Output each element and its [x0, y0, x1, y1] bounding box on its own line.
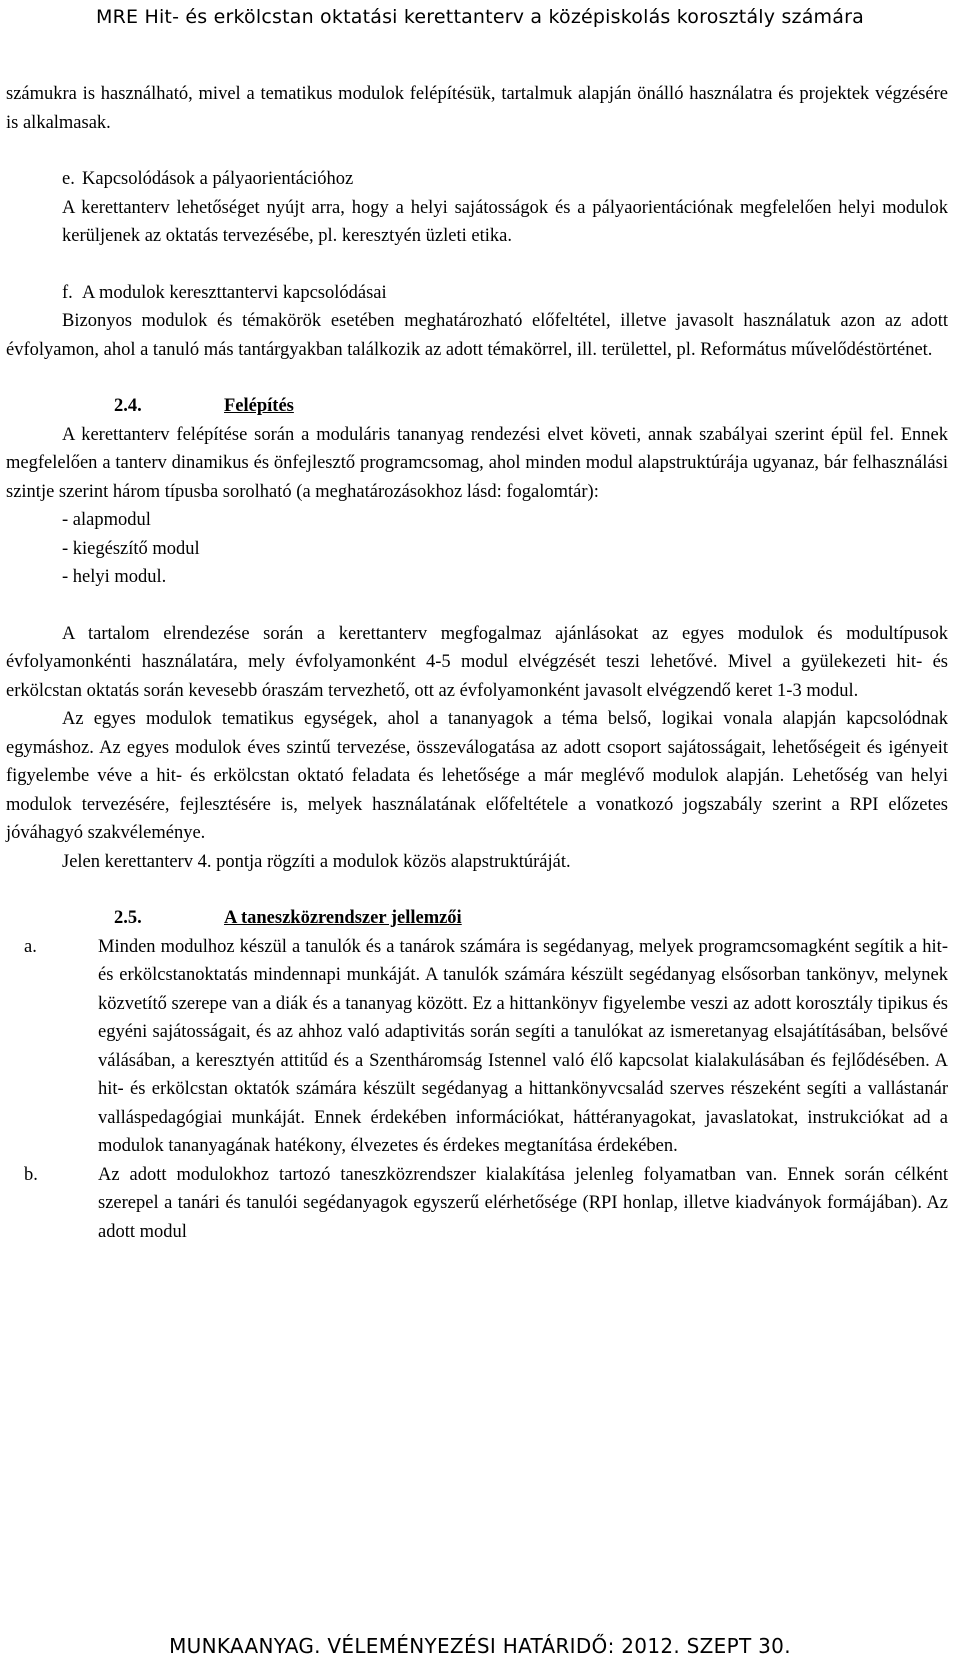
section-2-5-number: 2.5.: [114, 908, 142, 928]
list-item: - kiegészítő modul: [62, 538, 200, 559]
page-header: MRE Hit- és erkölcstan oktatási kerettanterv a középiskolás korosztály számára: [96, 6, 864, 28]
section-2-4-title: Felépítés: [224, 396, 294, 416]
section-e: [6, 165, 948, 251]
intro-paragraph: számukra is használható, mivel a tematikus modulok felépítésük, tartalmuk alapján önálló használatra és projektek végzésére is alkalmasak.: [6, 84, 948, 133]
section-2-5-heading: [6, 904, 948, 933]
module-type-list: [6, 506, 948, 592]
list-item: - alapmodul: [62, 510, 151, 530]
section-2-4: [6, 392, 948, 876]
page-footer: MUNKAANYAG. VÉLEMÉNYEZÉSI HATÁRIDŐ: 2012. SZEPT 30.: [169, 1634, 791, 1658]
section-e-heading: [6, 165, 948, 194]
section-f-title: A modulok kereszttantervi kapcsolódásai: [82, 282, 387, 303]
list-item: - helyi modul.: [62, 567, 167, 587]
item-b-mark: b.: [24, 1164, 38, 1185]
section-2-5: [6, 904, 948, 1246]
section-f-text: Bizonyos modulok és témakörök esetében meghatározható előfeltétel, illetve javasolt használatuk azon az adott évfolyamon, ahol a tanuló más tantárgyakban találkozik az adott témakörrel, ill. területtel, pl. Református művelődéstörténet.: [6, 311, 948, 360]
section-2-4-number: 2.4.: [114, 396, 142, 416]
section-2-4-paragraph-3: Az egyes modulok tematikus egységek, ahol a tananyagok a téma belső, logikai vonala alapján kapcsolódnak egymáshoz. Az egyes modulok éves szintű tervezése, összeválogatása az adott csoport sajátosságait, lehetőségeit és igényeit figyelembe véve a hit- és erkölcstan oktató feladata és lehetősége a már meglévő modulok alapján. Lehetőség van helyi modulok tervezésére, fejlesztésére is, melyek használatának előfeltétele a vonatkozó jogszabály szerint a RPI előzetes jóváhagyó szakvéleménye.: [6, 709, 948, 843]
item-a-mark: a.: [24, 936, 37, 957]
section-f: [6, 279, 948, 365]
section-f-letter: f.: [62, 282, 73, 303]
section-e-text: A kerettanterv lehetőséget nyújt arra, hogy a helyi sajátosságok és a pályaorientációnak megfelelően helyi modulok kerüljenek az oktatás tervezésébe, pl. keresztyén üzleti etika.: [62, 197, 948, 246]
section-e-title: Kapcsolódások a pályaorientációhoz: [82, 169, 354, 189]
list-item-a: [6, 933, 948, 1161]
section-2-5-title: A taneszközrendszer jellemzői: [224, 908, 462, 928]
item-a-text: Minden modulhoz készül a tanulók és a tanárok számára is segédanyag, melyek programcsomagként segítik a hit- és erkölcstanoktatás mindennapi munkáját. A tanulók számára készült segédanyag elsősorban tankönyv, melynek közvetítő szerepe van a diák és a tananyag között. Ez a hittankönyv figyelembe veszi az adott korosztály tipikus és egyéni sajátosságait, és az ahhoz való adaptivitás során segíti a tanulókat az ismeretanyag elsajátításában, belsővé válásában, a keresztyén attitűd és a Szentháromság Istennel való élő kapcsolat kialakulásában és fejlődésében. A hit- és erkölcstan oktatók számára készült segédanyag a hittankönyvcsalád szerves részeként segíti a vallástanár valláspedagógiai munkáját. Ennek érdekében információkat, háttéranyagokat, javaslatokat, instrukciókat ad a modulok tananyagának hatékony, élvezetes és érdekes megtanítása érdekében.: [98, 936, 948, 1156]
document-body: [6, 80, 948, 1246]
section-2-4-paragraph-2: A tartalom elrendezése során a kerettanterv megfogalmaz ajánlásokat az egyes modulok és modultípusok évfolyamonkénti használatára, mely évfolyamonként 4-5 modul elvégzését teszi lehetővé. Mivel a gyülekezeti hit- és erkölcstan oktatás során kevesebb óraszám tervezhető, ott az évfolyamonként javasolt elvégzendő keret 1-3 modul.: [6, 623, 948, 701]
section-2-4-paragraph-4: Jelen kerettanterv 4. pontja rögzíti a modulok közös alapstruktúráját.: [62, 851, 571, 872]
list-item-b: [6, 1161, 948, 1247]
section-2-4-paragraph-1: A kerettanterv felépítése során a moduláris tananyag rendezési elvet követi, annak szabályai szerint épül fel. Ennek megfelelően a tanterv dinamikus és önfejlesztő programcsomag, ahol minden modul alapstruktúrája ugyanaz, bár felhasználási szintje szerint három típusba sorolható (a meghatározásokhoz lásd: fogalomtár):: [6, 424, 948, 502]
item-b-text: Az adott modulokhoz tartozó taneszközrendszer kialakítása jelenleg folyamatban van. Ennek során célként szerepel a tanári és tanulói segédanyagok egyszerű elérhetősége (RPI honlap, illetve kiadványok formájában). Az adott modul: [98, 1164, 948, 1242]
section-e-letter: e.: [62, 169, 75, 189]
section-f-heading: [6, 279, 948, 308]
section-2-4-heading: [6, 392, 948, 421]
